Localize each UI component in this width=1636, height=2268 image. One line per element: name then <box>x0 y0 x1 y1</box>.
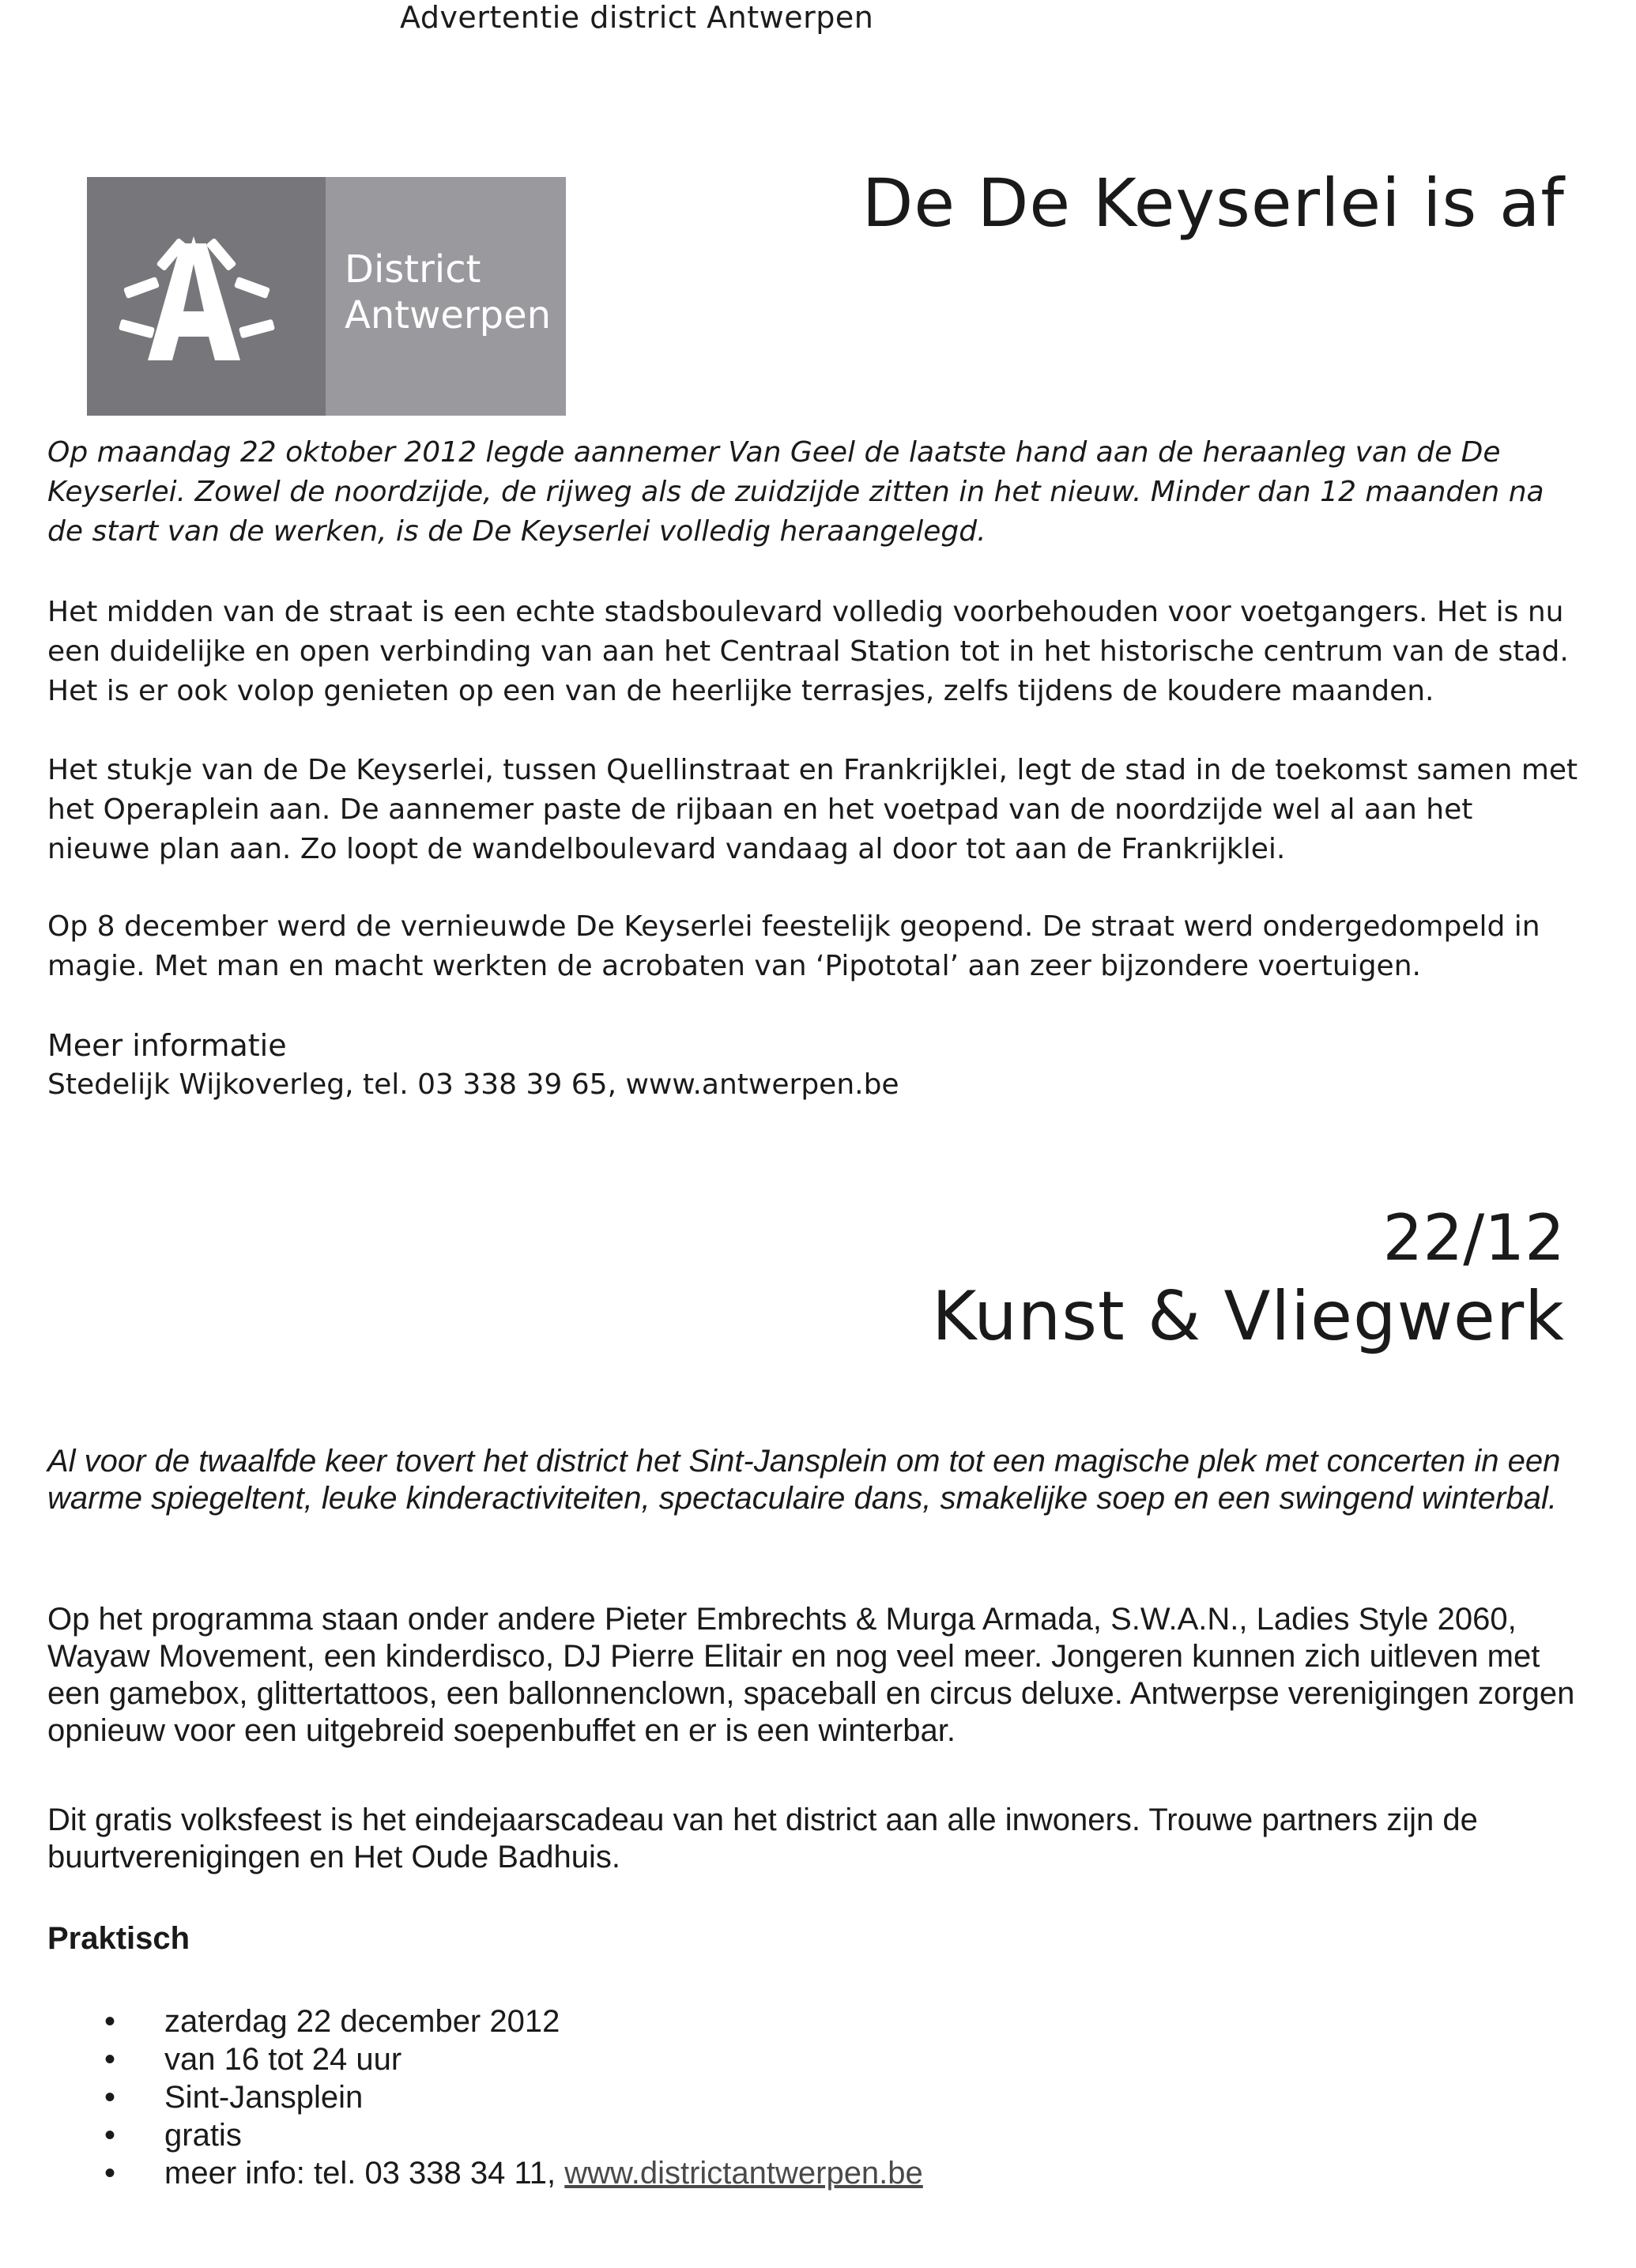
article-1-paragraph-3: Het stukje van de De Keyserlei, tussen Quellinstraat en Frankrijklei, legt de stad in de toekomst samen met het Operaplein aan. De aannemer paste de rijbaan en het voetpad van de noordzijde wel al aan het nieuwe plan aan. Zo loopt de wandelboulevard vandaag al door tot aan de Frankrijklei. <box>47 754 1578 865</box>
logo-text <box>345 247 551 338</box>
logo-line-1: District <box>345 247 481 292</box>
logo-mark <box>87 177 326 416</box>
bullet-icon: • <box>104 2156 116 2191</box>
article-2-title: Kunst & Vliegwerk <box>932 1277 1565 1356</box>
logo-line-2: Antwerpen <box>345 293 552 337</box>
list-item <box>47 2154 923 2192</box>
bullet-icon: • <box>104 2042 116 2077</box>
district-antwerpen-logo <box>87 177 566 416</box>
article-1-intro: Op maandag 22 oktober 2012 legde aannemer Van Geel de laatste hand aan de heraanleg van de De Keyserlei. Zowel de noordzijde, de rijweg als de zuidzijde zitten in het nieuw. Minder dan 12 maanden na de start van de werken, is de De Keyserlei volledig heraangelegd. <box>47 436 1544 548</box>
list-item: • van 16 tot 24 uur <box>104 2042 402 2077</box>
article-1-paragraph-4: Op 8 december werd de vernieuwde De Keyserlei feestelijk geopend. De straat werd ondergedompeld in magie. Met man en macht werkten de acrobaten van ‘Pipototal’ aan zeer bijzondere voertuigen. <box>47 910 1540 982</box>
page-header: Advertentie district Antwerpen <box>400 0 874 35</box>
district-website-link[interactable]: www.districtantwerpen.be <box>564 2156 923 2191</box>
practical-heading: Praktisch <box>47 1921 190 1956</box>
list-item: • gratis <box>104 2118 242 2153</box>
article-2-intro: Al voor de twaalfde keer tovert het district het Sint-Jansplein om tot een magische plek met concerten in een warme spiegeltent, leuke kinderactiviteiten, spectaculaire dans, smakelijke soep en een swingend winterbal. <box>47 1444 1561 1516</box>
list-item: • zaterdag 22 december 2012 <box>104 2004 560 2039</box>
bullet-icon: • <box>104 2080 116 2115</box>
bullet-icon: • <box>104 2118 116 2153</box>
article-2-date: 22/12 <box>1382 1201 1565 1275</box>
info-line: Stedelijk Wijkoverleg, tel. 03 338 39 65, www.antwerpen.be <box>47 1068 899 1101</box>
logo-panel <box>326 177 566 416</box>
info-heading: Meer informatie <box>47 1028 287 1063</box>
article-1-paragraph-2: Het midden van de straat is een echte stadsboulevard volledig voorbehouden voor voetgangers. Het is nu een duidelijke en open verbinding van aan het Centraal Station tot in het historische centrum van de stad. Het is er ook volop genieten op een van de heerlijke terrasjes, zelfs tijdens de koudere maanden. <box>47 596 1569 707</box>
article-2-paragraph-2: Op het programma staan onder andere Pieter Embrechts & Murga Armada, S.W.A.N., Ladies Style 2060, Wayaw Movement, een kinderdisco, DJ Pierre Elitair en nog veel meer. Jongeren kunnen zich uitleven met een gamebox, glittertattoos, een ballonnenclown, spaceball en circus deluxe. Antwerpse verenigingen zorgen opnieuw voor een uitgebreid soepenbuffet en er is een winterbar. <box>47 1602 1575 1748</box>
article-1-title: De De Keyserlei is af <box>861 164 1565 242</box>
practical-list <box>47 2002 923 2192</box>
more-info-text: meer info: tel. 03 338 34 11, <box>164 2156 565 2191</box>
list-item: • Sint-Jansplein <box>104 2080 364 2115</box>
bullet-icon: • <box>104 2004 116 2039</box>
article-2-paragraph-3: Dit gratis volksfeest is het eindejaarscadeau van het district aan alle inwoners. Trouwe partners zijn de buurtverenigingen en Het Oude Badhuis. <box>47 1803 1478 1874</box>
antwerpen-a-icon <box>87 177 326 416</box>
